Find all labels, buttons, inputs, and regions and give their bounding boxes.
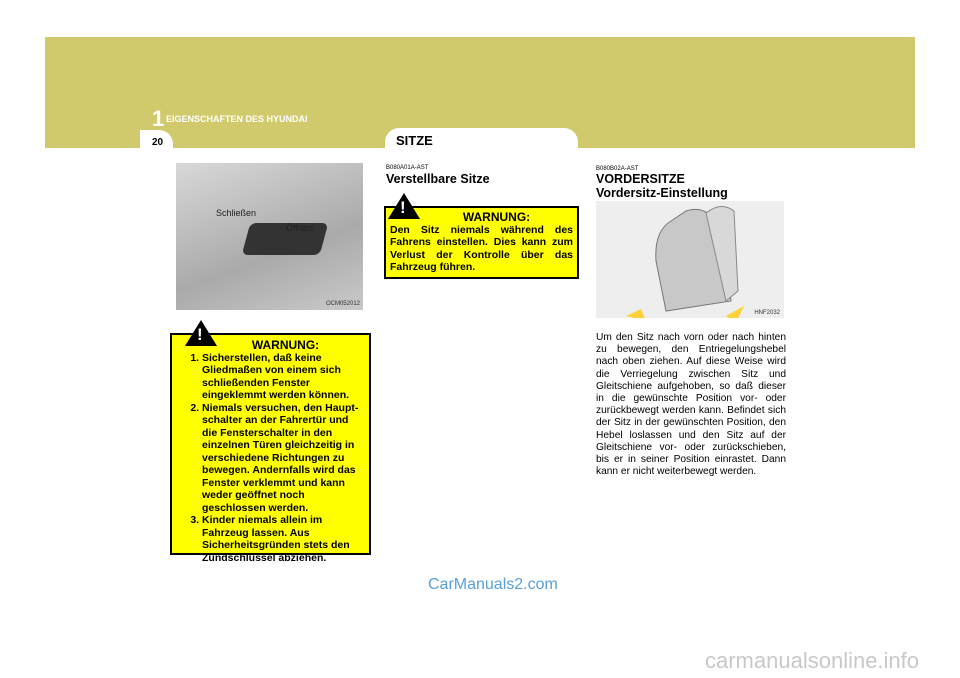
warning-icon: ! — [185, 320, 217, 346]
section-title: SITZE — [396, 133, 433, 148]
warning-box-window — [170, 333, 371, 564]
photo-label-close: Schließen — [216, 208, 257, 218]
warning-item: 3. Kinder niemals allein im Fahrzeug lassen. Aus Sicherheitsgründen stets den Zündschlüssel abziehen. — [202, 514, 365, 564]
photo-label-open: Öffnen — [286, 223, 313, 233]
page-number: 20 — [152, 137, 164, 148]
window-switch-photo — [176, 163, 363, 310]
subheading: Vordersitz-Einstellung — [596, 186, 728, 200]
photo-code: OCM052012 — [325, 301, 360, 307]
heading: Verstellbare Sitze — [386, 172, 490, 186]
seat-illustration — [596, 201, 784, 318]
section-code: B080B02A-AST — [596, 166, 639, 172]
body-text: Um den Sitz nach vorn oder nach hinten zu bewegen, den Entriegelungshebel nach oben ziehen. Auf diese Weise wird die Verriegelung zwischen Sitz und Gleitschiene aufgehoben, so daß dieser in die gewünschte Position vor- oder zurückbewegt werden kann. Befindet sich der Sitz in der gewünschten Position, den Hebel loslassen und den Sitz auf der Gleitschiene vor- oder zurückschieben, bis er in seiner Position einrastet. Dann kann er nicht weiterbewegt werden. — [596, 332, 786, 478]
warning-item: 2. Niemals versuchen, den Haupt-schalter an der Fahrertür und die Fensterschalter in den einzelnen Türen gleichzeitig in verschiedene Richtungen zu bewegen. Andernfalls wird das Fenster verklemmt und kann weder geöffnet noch geschlossen werden. — [202, 402, 365, 515]
warning-title: WARNUNG: — [251, 338, 320, 352]
warning-item: 1. Sicherstellen, daß keine Gliedmaßen von einem sich schließenden Fenster eingeklemmt werden können. — [202, 352, 365, 402]
chapter-title: EIGENSCHAFTEN DES HYUNDAI — [166, 114, 308, 124]
image-code: HNF2032 — [754, 310, 780, 316]
warning-icon: ! — [388, 193, 420, 219]
watermark[interactable]: carmanualsonline.info — [705, 648, 920, 673]
watermark[interactable]: CarManuals2.com — [428, 576, 558, 593]
section-code: B080A01A-AST — [386, 165, 429, 171]
heading: VORDERSITZE — [596, 172, 685, 186]
warning-text: Den Sitz niemals während des Fahrens einstellen. Dies kann zum Verlust der Kontrolle über das Fahrzeug führen. — [390, 223, 573, 273]
warning-title: WARNUNG: — [462, 210, 531, 224]
chapter-number: 1 — [152, 106, 165, 131]
seat-image — [596, 201, 784, 318]
window-switch — [242, 223, 329, 255]
